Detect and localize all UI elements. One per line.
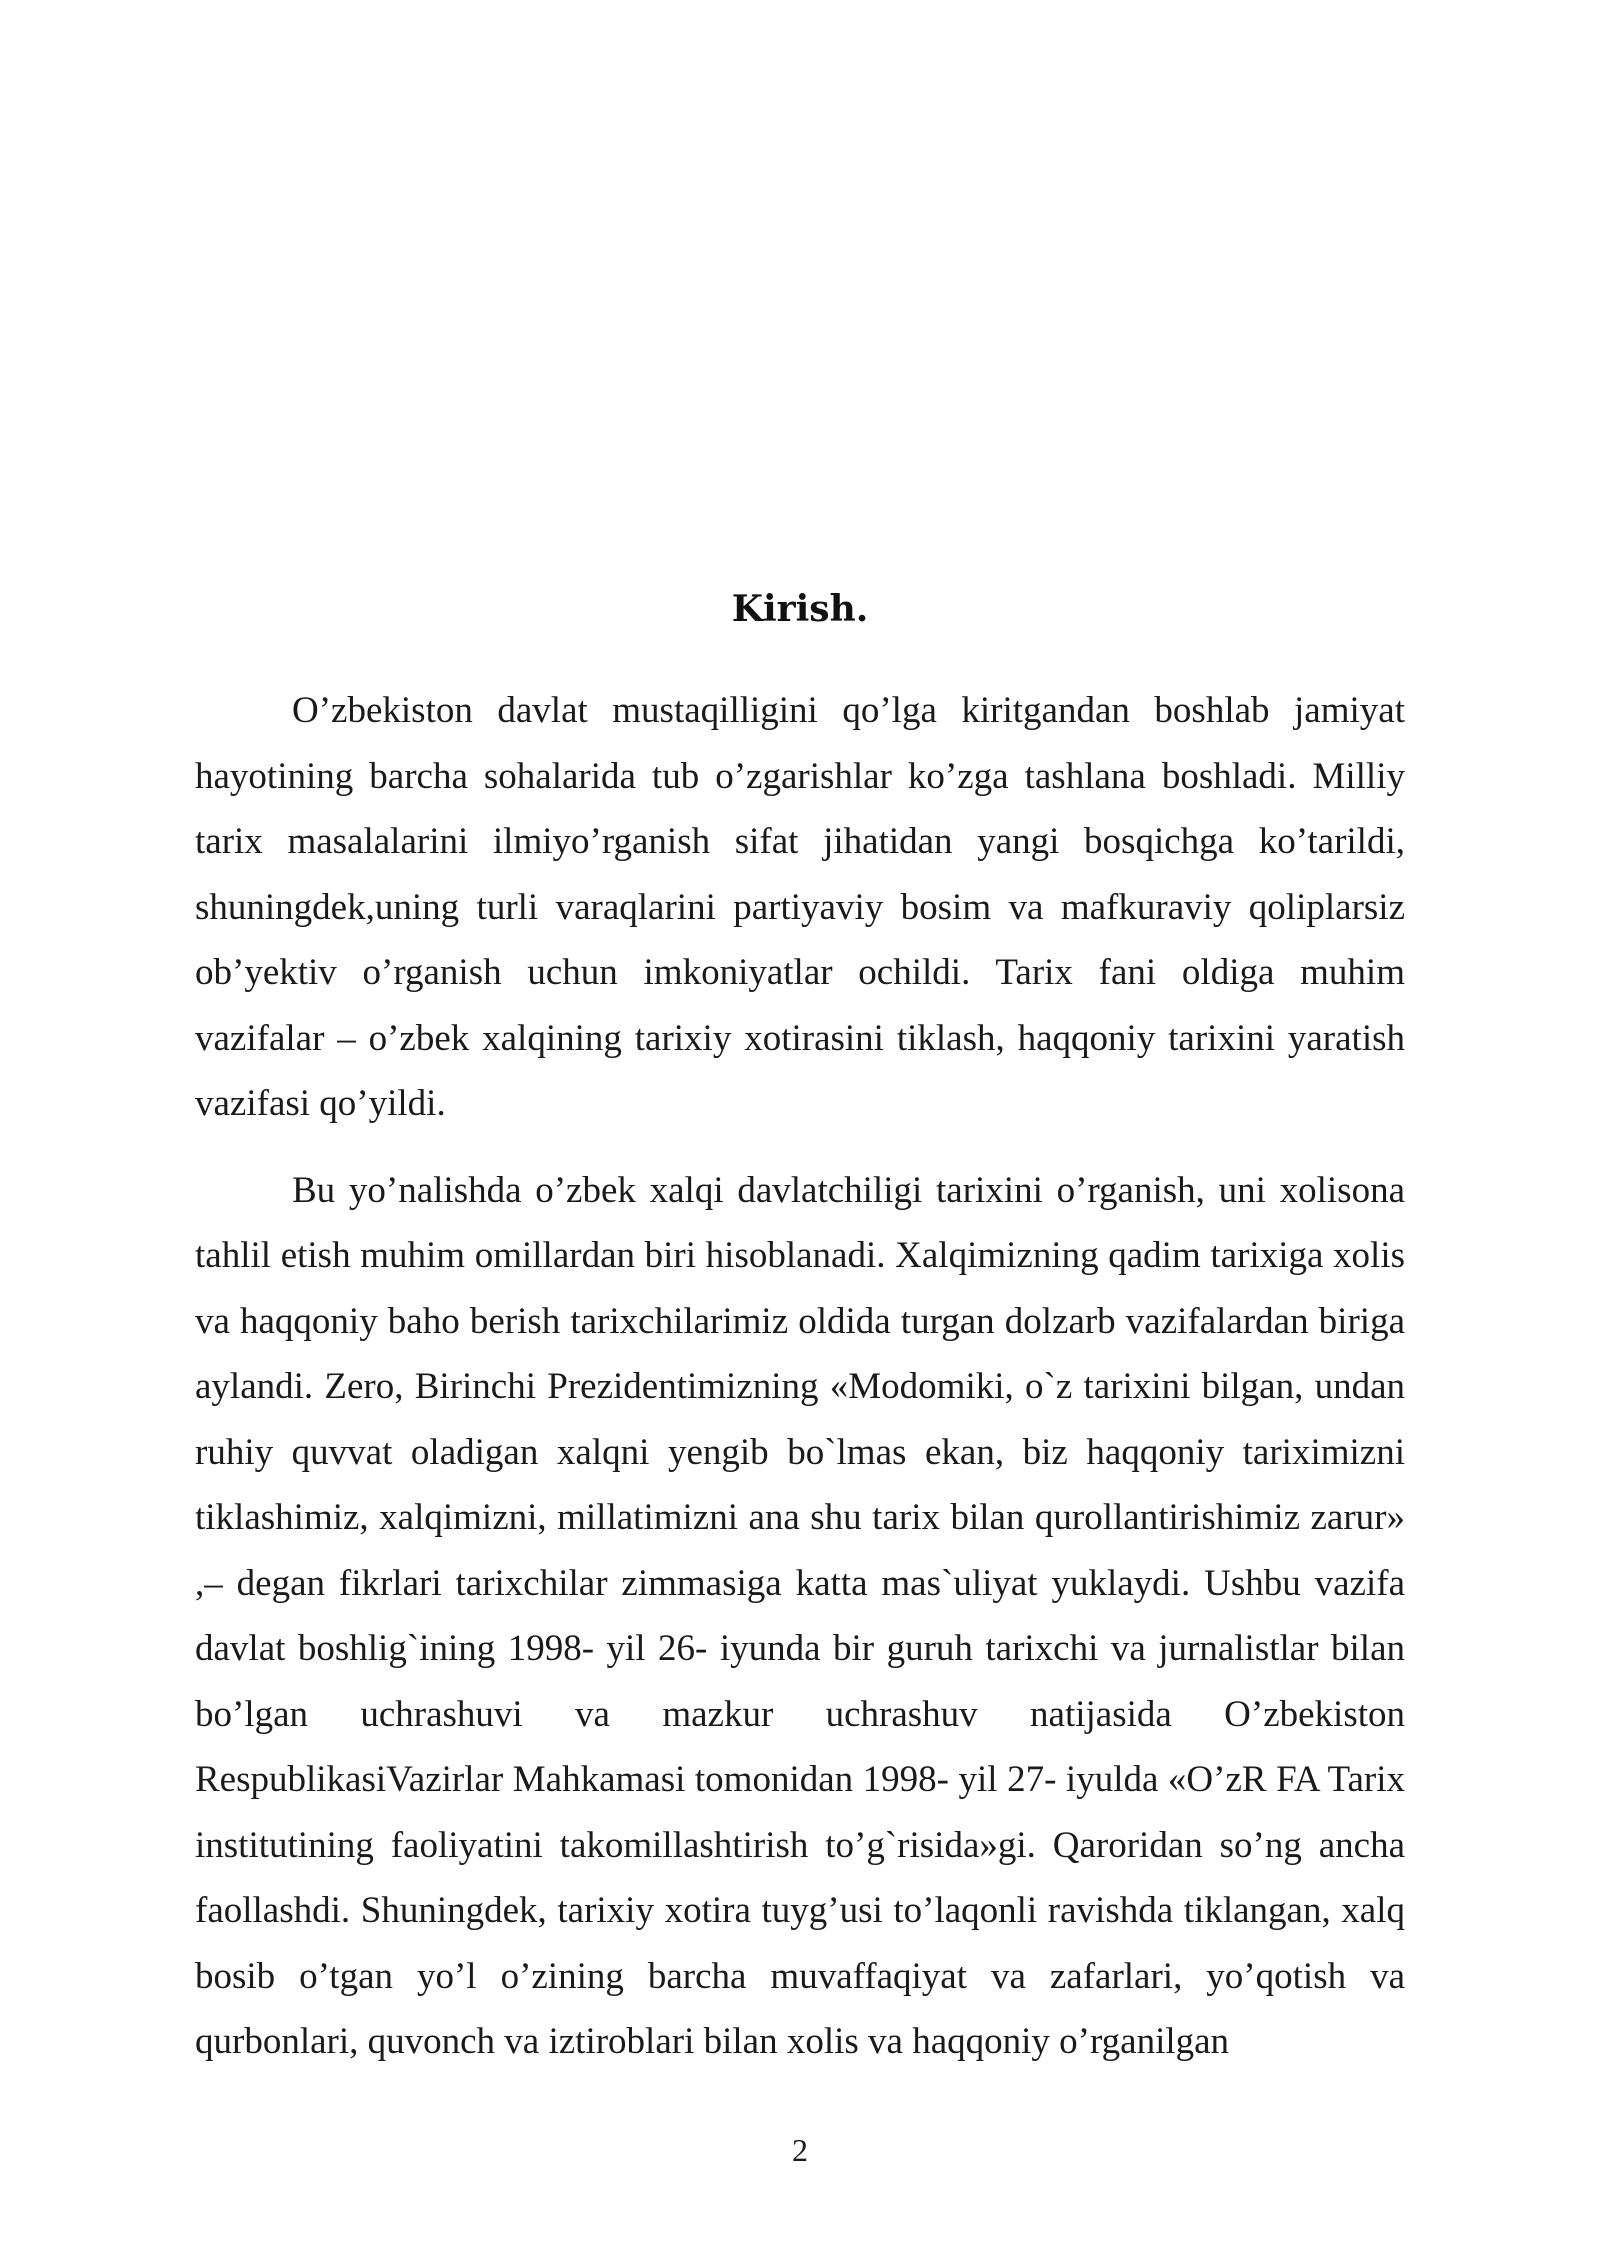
- paragraph-intro: O’zbekiston davlat mustaqilligini qo’lga kiritgandan boshlab jamiyat hayotining barcha sohalarida tub o’zgarishlar ko’zga tashlana boshladi. Milliy tarix masalalarini ilmiyo’rganish sifat jihatidan yangi bosqichga ko’tarildi, shuningdek,uning turli varaqlarini partiyaviy bosim va mafkuraviy qoliplarsiz ob’yektiv o’rganish uchun imkoniyatlar ochildi. Tarix fani oldiga muhim vazifalar – o’zbek xalqining tarixiy xotirasini tiklash, haqqoniy tarixini yaratish vazifasi qo’yildi.: [195, 690, 1405, 1124]
- paragraph-main: Bu yo’nalishda o’zbek xalqi davlatchiligi tarixini o’rganish, uni xolisona tahlil etish muhim omillardan biri hisoblanadi. Xalqimizning qadim tarixiga xolis va haqqoniy baho berish tarixchilarimiz oldida turgan dolzarb vazifalardan biriga aylandi. Zero, Birinchi Prezidentimizning «Modomiki, o`z tarixini bilgan, undan ruhiy quvvat oladigan xalqni yengib bo`lmas ekan, biz haqqoniy tariximizni tiklashimiz, xalqimizni, millatimizni ana shu tarix bilan qurollantirishimiz zarur» ,– degan fikrlari tarixchilar zimmasiga katta mas`uliyat yuklaydi. Ushbu vazifa davlat boshlig`ining 1998- yil 26- iyunda bir guruh tarixchi va jurnalistlar bilan bo’lgan uchrashuvi va mazkur uchrashuv natijasida O’zbekiston RespublikasiVazirlar Mahkamasi tomonidan 1998- yil 27- iyulda «O’zR FA Tarix institutining faoliyatini takomillashtirish to’g`risida»gi. Qaroridan so’ng ancha faollashdi. Shuningdek, tarixiy xotira tuyg’usi to’laqonli ravishda tiklangan, xalq bosib o’tgan yo’l o’zining barcha muvaffaqiyat va zafarlari, yo’qotish va qurbonlari, quvonch va iztiroblari bilan xolis va haqqoniy o’rganilgan: [195, 1169, 1405, 2062]
- page-number: 2: [792, 2132, 808, 2168]
- section-title: Kirish.: [731, 588, 869, 630]
- body-text: [195, 678, 1405, 2075]
